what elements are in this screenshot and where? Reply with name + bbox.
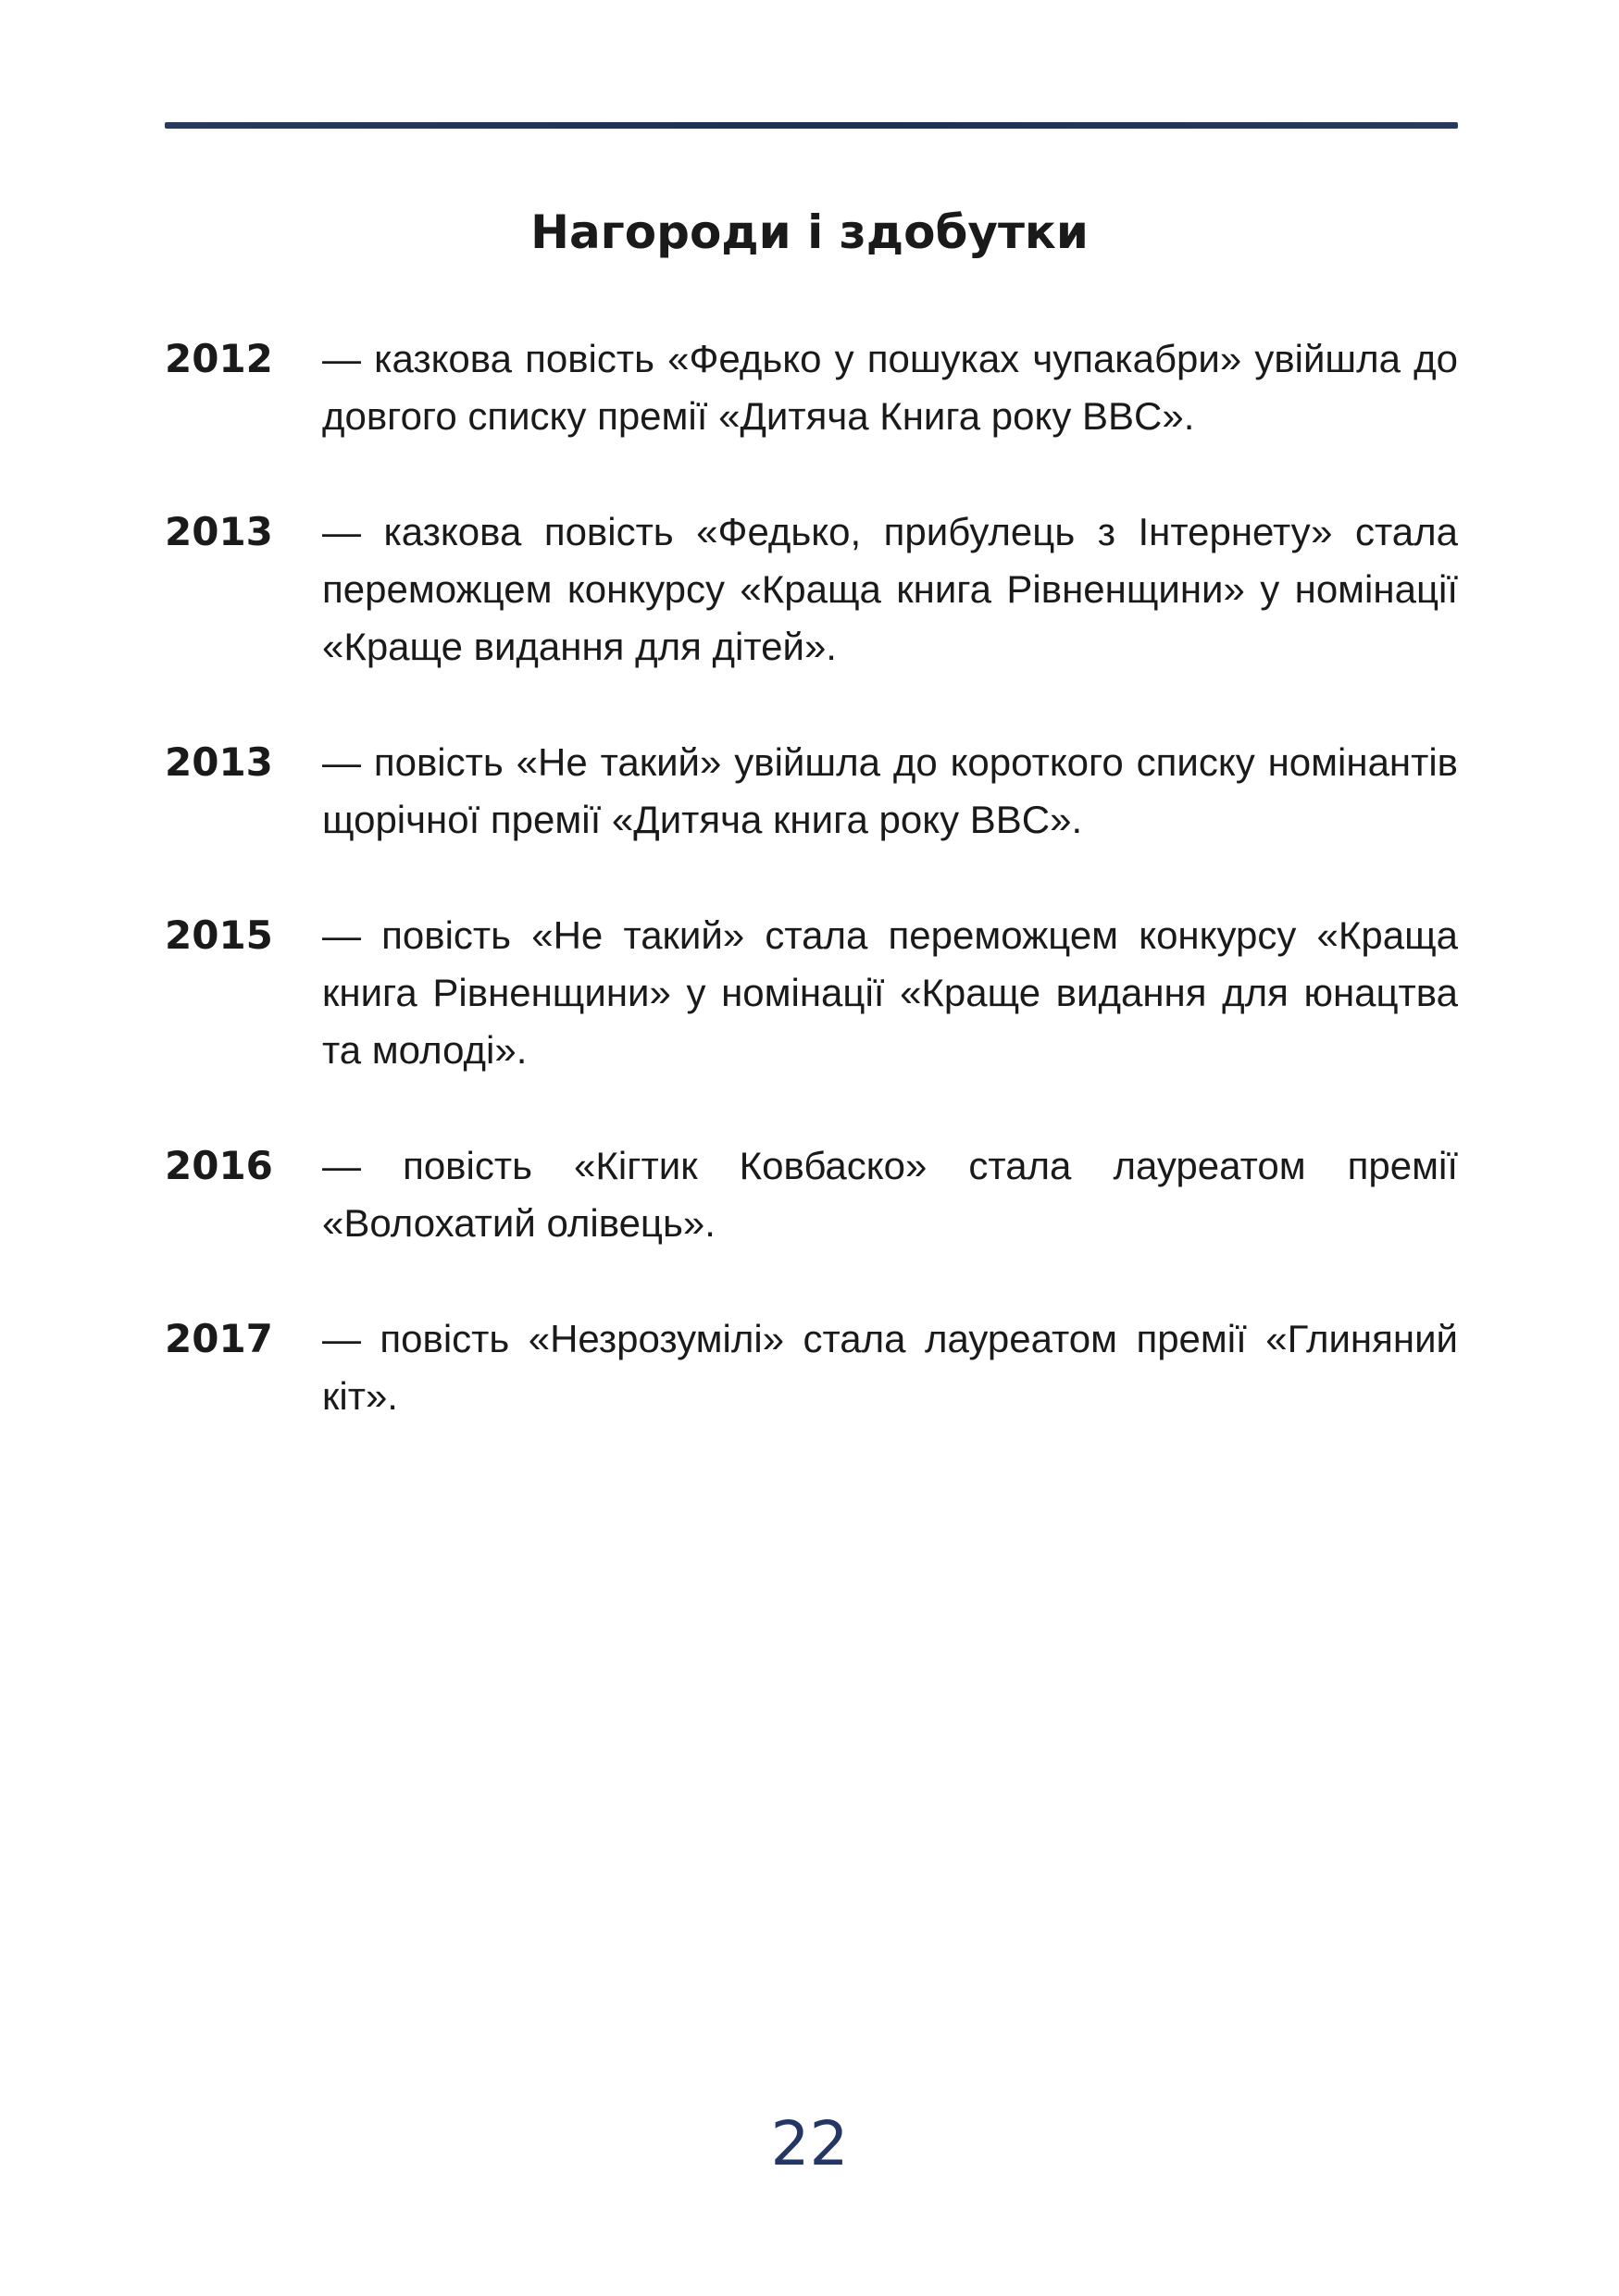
award-description: — казкова повість «Федько у пошуках чупакабри» увійшла до довгого списку премії «Дитяча Книга року BBC». bbox=[322, 337, 1458, 438]
page-number: 22 bbox=[770, 2108, 849, 2179]
award-description: — повість «Кігтик Ковбаско» стала лауреатом премії «Волохатий олівець». bbox=[322, 1144, 1458, 1245]
award-item bbox=[165, 503, 1458, 676]
award-description: — повість «Не такий» увійшла до короткого списку номінантів щорічної премії «Дитяча книга року BBC». bbox=[322, 740, 1458, 841]
award-item bbox=[165, 734, 1458, 849]
award-year: 2016 bbox=[165, 1143, 273, 1188]
award-item bbox=[165, 907, 1458, 1079]
award-description: — повість «Не такий» стала переможцем конкурсу «Краща книга Рівненщини» у номінації «Краще видання для юнацтва та молоді». bbox=[322, 913, 1458, 1072]
award-year: 2013 bbox=[165, 739, 273, 785]
award-item bbox=[165, 330, 1458, 445]
page-title: Нагороди і здобутки bbox=[530, 205, 1089, 259]
award-item bbox=[165, 1137, 1458, 1252]
award-year: 2017 bbox=[165, 1316, 273, 1361]
awards-list bbox=[165, 330, 1458, 1483]
award-year: 2013 bbox=[165, 509, 273, 554]
top-divider bbox=[165, 122, 1458, 129]
award-description: — казкова повість «Федько, прибулець з Інтернету» стала переможцем конкурсу «Краща книга Рівненщини» у номінації «Краще видання для дітей». bbox=[322, 510, 1458, 668]
award-year: 2012 bbox=[165, 336, 273, 381]
award-item bbox=[165, 1310, 1458, 1425]
award-year: 2015 bbox=[165, 912, 273, 958]
award-description: — повість «Незрозумілі» стала лауреатом премії «Глиняний кіт». bbox=[322, 1317, 1458, 1418]
